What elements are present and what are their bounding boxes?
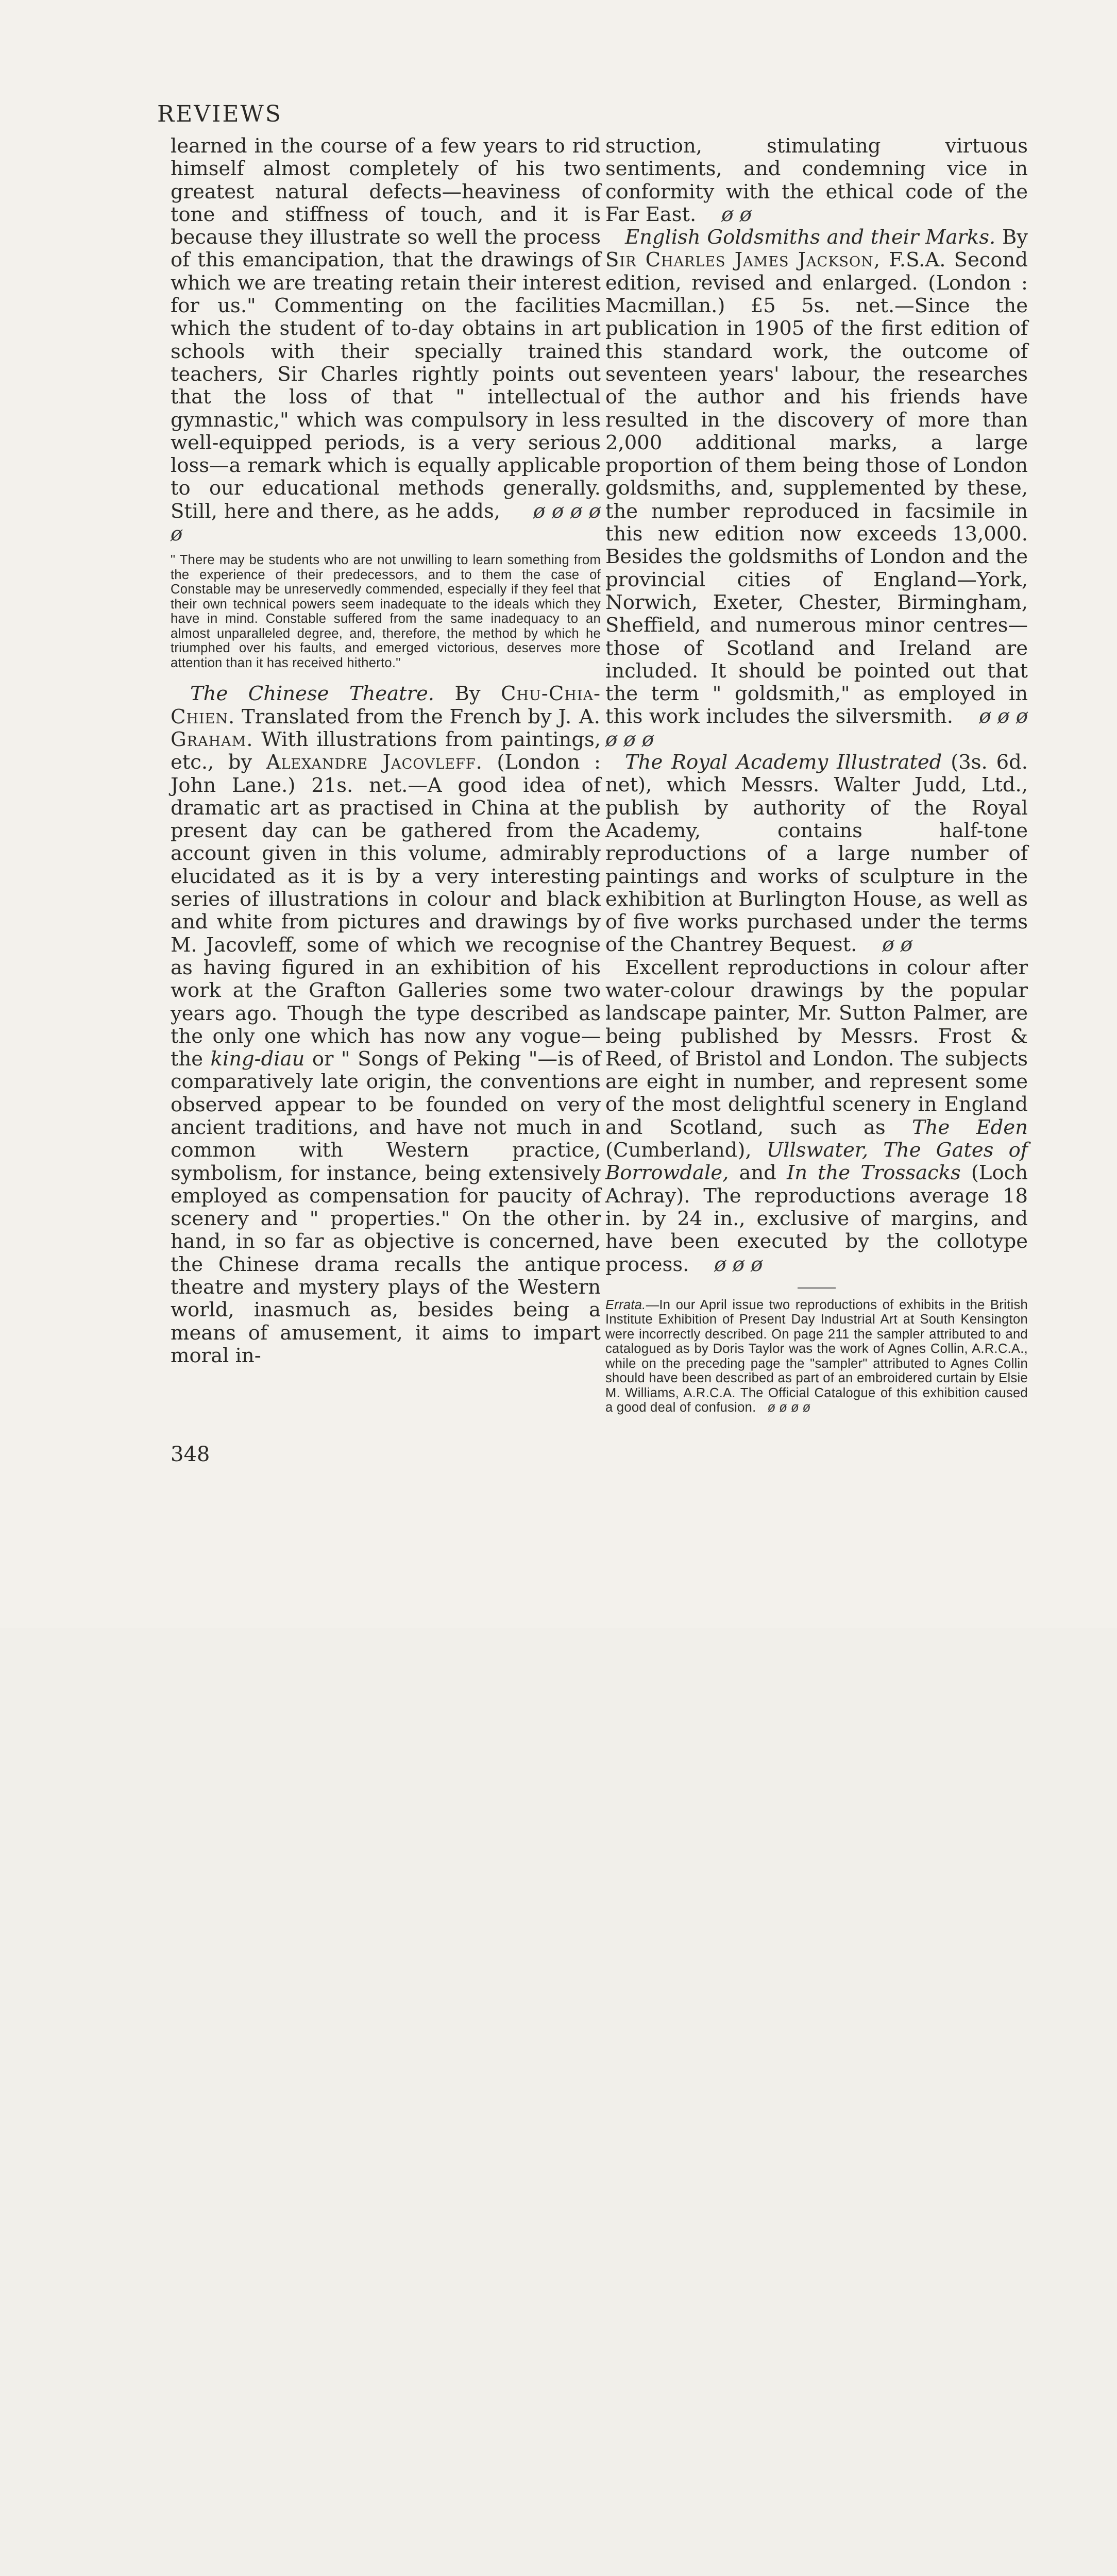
review-royal-academy: The Royal Academy Illustrated (3s. 6d. net), which Messrs. Walter Judd, Ltd., publish by authority of the Royal Academy, contains half-tone reproductions of a large number of paintings and works of sculpture in the exhibition at Burlington House, as well as of five works purchased under the terms of the Chantrey Bequest. ø ø <box>605 751 1028 957</box>
ornament-marks: ø ø <box>882 933 912 957</box>
viewer-footer <box>0 1628 1117 1707</box>
block-quote: " There may be students who are not unwilling to learn something from the experience of their predecessors, and to them the case of Constable may be unreservedly commended, especially if they feel that their own technical powers seem inadequate to the ideals which they have in mind. Constable suffered from the same inadequacy to an almost unparalleled degree, and, therefore, the method by which he triumphed over his faults, and emerged victorious, deserves more attention than it has received hitherto." <box>171 553 601 670</box>
right-paragraph-1: struction, stimulating virtuous sentiments, and condemning vice in conformity with the ethical code of the Far East. ø ø <box>605 134 1028 226</box>
divider-rule <box>798 1287 836 1289</box>
ornament-marks: ø ø ø <box>714 1252 763 1276</box>
review-chinese-theatre: The Chinese Theatre. By Chu-Chia-Chien. Translated from the French by J. A. Graham. With illustrations from paintings, etc., by Alexandre Jacovleff. (London : John Lane.) 21s. net.—A good idea of dramatic art as practised in China at the present day can be gathered from the account given in this volume, admirably elucidated as it is by a very interesting series of illustrations in colour and black and white from pictures and drawings by M. Jacovleff, some of which we recognise as having figured in an exhibition of his work at the Grafton Galleries some two years ago. Though the type described as the only one which has now any vogue—the king-diau or " Songs of Peking "—is of comparatively late origin, the conventions observed appear to be founded on very ancient traditions, and have not much in common with Western practice, symbolism, for instance, being extensively employed as compensation for paucity of scenery and " properties." On the other hand, in so far as objective is concerned, the Chinese drama recalls the antique theatre and mystery plays of the Western world, inasmuch as, besides being a means of amusement, it aims to impart moral in- <box>171 682 601 1367</box>
ornament-marks: ø ø ø ø ø ø <box>605 705 1028 751</box>
running-head: REVIEWS <box>157 101 282 127</box>
book-title: English Goldsmiths and their Marks. <box>625 226 996 249</box>
left-column <box>171 135 601 1367</box>
ornament-marks: ø ø <box>721 202 752 226</box>
ornament-marks: ø ø ø ø ø <box>171 499 601 546</box>
illustrator-name: Alexandre Jacovleff. <box>266 751 483 774</box>
page-number: 348 <box>171 1443 210 1466</box>
right-column <box>605 135 1028 1428</box>
book-title: The Chinese Theatre. <box>190 682 435 706</box>
errata-note: Errata.—In our April issue two reproductions of exhibits in the British Institute Exhibition of Present Day Industrial Art at South Kensington were incorrectly described. On page 211 the sampler attributed to and catalogued as by Doris Taylor was the work of Agnes Collin, A.R.C.A., while on the preceding page the "sampler" attributed to Agnes Collin should have been described as part of an embroidered curtain by Elsie M. Williams, A.R.C.A. The Official Catalogue of this exhibition caused a good deal of confusion. ø ø ø ø <box>605 1297 1028 1415</box>
translator-name: J. A. Graham. <box>171 705 601 751</box>
review-sutton-palmer: Excellent reproductions in colour after water-colour drawings by the popular landscape painter, Mr. Sutton Palmer, are being published by Messrs. Frost & Reed, of Bristol and London. The subjects are eight in number, and represent some of the most delightful scenery in England and Scotland, such as The Eden (Cumberland), Ullswater, The Gates of Borrowdale, and In the Trossacks (Loch Achray). The reproductions average 18 in. by 24 in., exclusive of margins, and have been executed by the collotype process. ø ø ø <box>605 956 1028 1276</box>
author-name: Sir Charles James Jackson, <box>605 248 881 272</box>
ornament-marks: ø ø ø ø <box>767 1400 811 1415</box>
author-name: Chu-Chia-Chien. <box>171 682 601 728</box>
left-paragraph-1: learned in the course of a few years to rid himself almost completely of his two greatest natural defects—heaviness of tone and stiffness of touch, and it is because they illustrate so well the process of this emancipation, that the drawings of which we are treating retain their interest for us." Commenting on the facilities which the student of to-day obtains in art schools with their specially trained teachers, Sir Charles rightly points out that the loss of that " intellectual gymnastic," which was compulsory in less well-equipped periods, is a very serious loss—a remark which is equally applicable to our educational methods generally. Still, here and there, as he adds, ø ø ø ø ø <box>171 134 601 546</box>
book-title: The Royal Academy Illustrated <box>625 751 942 774</box>
review-english-goldsmiths: English Goldsmiths and their Marks. By Sir Charles James Jackson, F.S.A. Second edition, revised and enlarged. (London : Macmillan.) £5 5s. net.—Since the publication in 1905 of the first edition of this standard work, the outcome of seventeen years' labour, the researches of the author and his friends have resulted in the discovery of more than 2,000 additional marks, a large proportion of them being those of London goldsmiths, and, supplemented by these, the number reproduced in facsimile in this new edition now exceeds 13,000. Besides the goldsmiths of London and the provincial cities of England—York, Norwich, Exeter, Chester, Birmingham, Sheffield, and numerous minor centres—those of Scotland and Ireland are included. It should be pointed out that the term " goldsmith," as employed in this work includes the silversmith. ø ø ø ø ø ø <box>605 226 1028 751</box>
errata-label: Errata. <box>605 1297 646 1312</box>
